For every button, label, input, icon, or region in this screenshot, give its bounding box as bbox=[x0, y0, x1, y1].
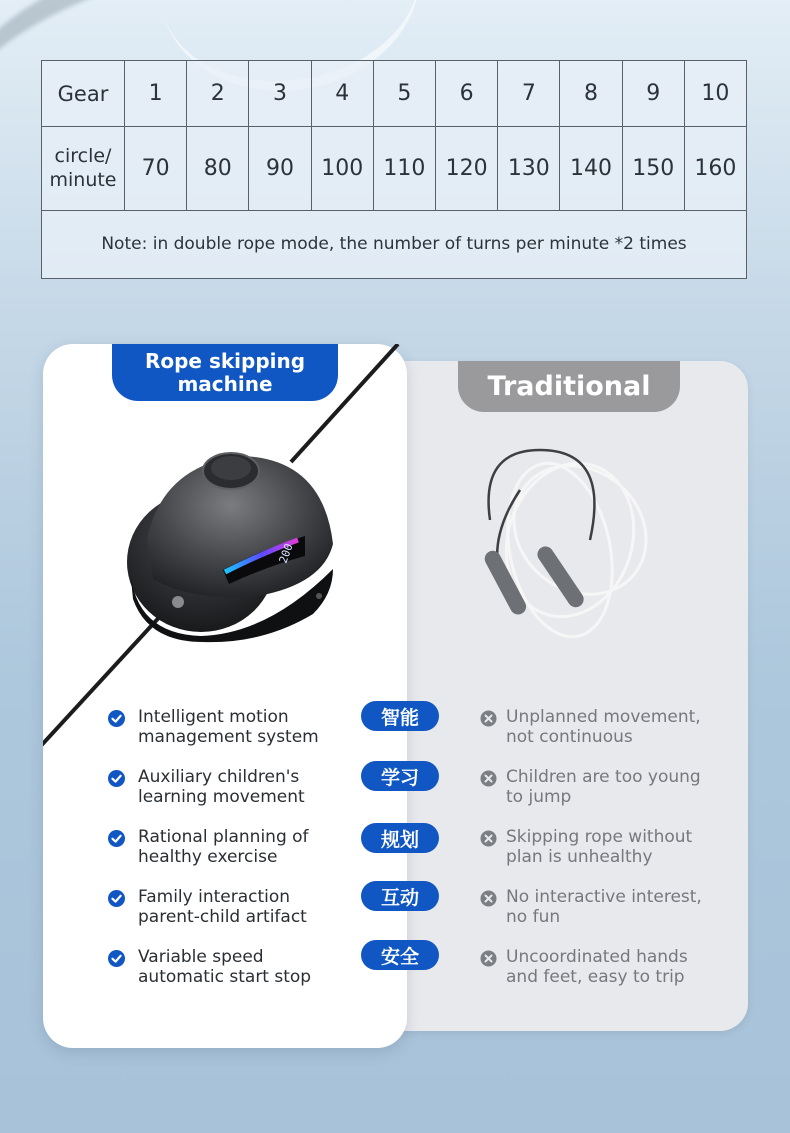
feature-line1: Auxiliary children's bbox=[138, 767, 300, 787]
feature-line1: Skipping rope without bbox=[506, 827, 693, 847]
device-display-text: 200 bbox=[276, 541, 296, 566]
speed-cell: 150 bbox=[623, 126, 685, 210]
gear-cell: 6 bbox=[436, 61, 498, 126]
feature-line2: and feet, easy to trip bbox=[506, 967, 685, 987]
table-note: Note: in double rope mode, the number of turns per minute *2 times bbox=[101, 234, 687, 254]
x-circle-icon bbox=[480, 710, 497, 727]
feature-line1: Uncoordinated hands bbox=[506, 947, 688, 967]
speed-cell: 160 bbox=[694, 155, 737, 181]
badge-safety: 安全 bbox=[361, 940, 439, 970]
speed-cell: 80 bbox=[187, 126, 249, 210]
x-circle-icon bbox=[480, 890, 497, 907]
machine-tab-line1: Rope skipping bbox=[144, 348, 306, 373]
gear-cell: 9 bbox=[623, 61, 685, 126]
speed-cell: 100 bbox=[312, 126, 374, 210]
gear-cell: 7 bbox=[498, 61, 560, 126]
machine-tab bbox=[112, 344, 338, 401]
gear-cell: 4 bbox=[312, 61, 374, 126]
x-circle-icon bbox=[480, 770, 497, 787]
check-circle-icon bbox=[108, 950, 125, 967]
gear-cell: 1 bbox=[125, 61, 187, 126]
feature-line1: Unplanned movement, bbox=[506, 707, 701, 727]
badge-planning: 规划 bbox=[361, 823, 439, 853]
feature-line1: Intelligent motion bbox=[138, 707, 289, 727]
gear-row bbox=[42, 61, 746, 127]
speed-cell: 110 bbox=[374, 126, 436, 210]
gear-cell: 5 bbox=[374, 61, 436, 126]
feature-line1: Rational planning of bbox=[138, 827, 309, 847]
feature-line2: healthy exercise bbox=[138, 847, 278, 867]
gear-cell: 3 bbox=[249, 61, 311, 126]
check-circle-icon bbox=[108, 770, 125, 787]
check-circle-icon bbox=[108, 830, 125, 847]
gear-header: Gear bbox=[42, 61, 125, 126]
feature-line2: not continuous bbox=[506, 727, 633, 747]
x-circle-icon bbox=[480, 950, 497, 967]
badge-learning: 学习 bbox=[361, 761, 439, 791]
feature-line2: to jump bbox=[506, 787, 572, 807]
speed-cell: 130 bbox=[498, 126, 560, 210]
gear-cell: 8 bbox=[560, 61, 622, 126]
feature-line2: parent-child artifact bbox=[138, 907, 307, 927]
speed-header-line2: minute bbox=[49, 169, 117, 191]
check-circle-icon bbox=[108, 890, 125, 907]
machine-tab-line2: machine bbox=[177, 371, 273, 396]
feature-line1: No interactive interest, bbox=[506, 887, 702, 907]
speed-cell: 70 bbox=[125, 126, 187, 210]
feature-line2: learning movement bbox=[138, 787, 305, 807]
traditional-rope-image bbox=[460, 430, 660, 670]
gear-speed-table bbox=[41, 60, 747, 279]
feature-line1: Variable speed bbox=[138, 947, 264, 967]
x-circle-icon bbox=[480, 830, 497, 847]
check-circle-icon bbox=[108, 710, 125, 727]
badge-interaction: 互动 bbox=[361, 881, 439, 911]
speed-cell: 120 bbox=[436, 126, 498, 210]
feature-line2: automatic start stop bbox=[138, 967, 312, 987]
speed-cell: 140 bbox=[560, 126, 622, 210]
gear-cell: 2 bbox=[187, 61, 249, 126]
feature-line2: no fun bbox=[506, 907, 561, 927]
speed-header-line1: circle/ bbox=[54, 145, 112, 167]
speed-cell: 90 bbox=[249, 126, 311, 210]
feature-line1: Family interaction bbox=[138, 887, 291, 907]
gear-cell: 10 bbox=[701, 81, 730, 106]
traditional-tab: Traditional bbox=[458, 361, 680, 412]
speed-row bbox=[42, 126, 746, 211]
feature-line1: Children are too young bbox=[506, 767, 701, 787]
rope-skipping-machine-image bbox=[43, 344, 407, 764]
speed-header bbox=[42, 126, 125, 210]
feature-line2: plan is unhealthy bbox=[506, 847, 653, 867]
badge-intelligence: 智能 bbox=[361, 701, 439, 731]
feature-line2: management system bbox=[138, 727, 319, 747]
